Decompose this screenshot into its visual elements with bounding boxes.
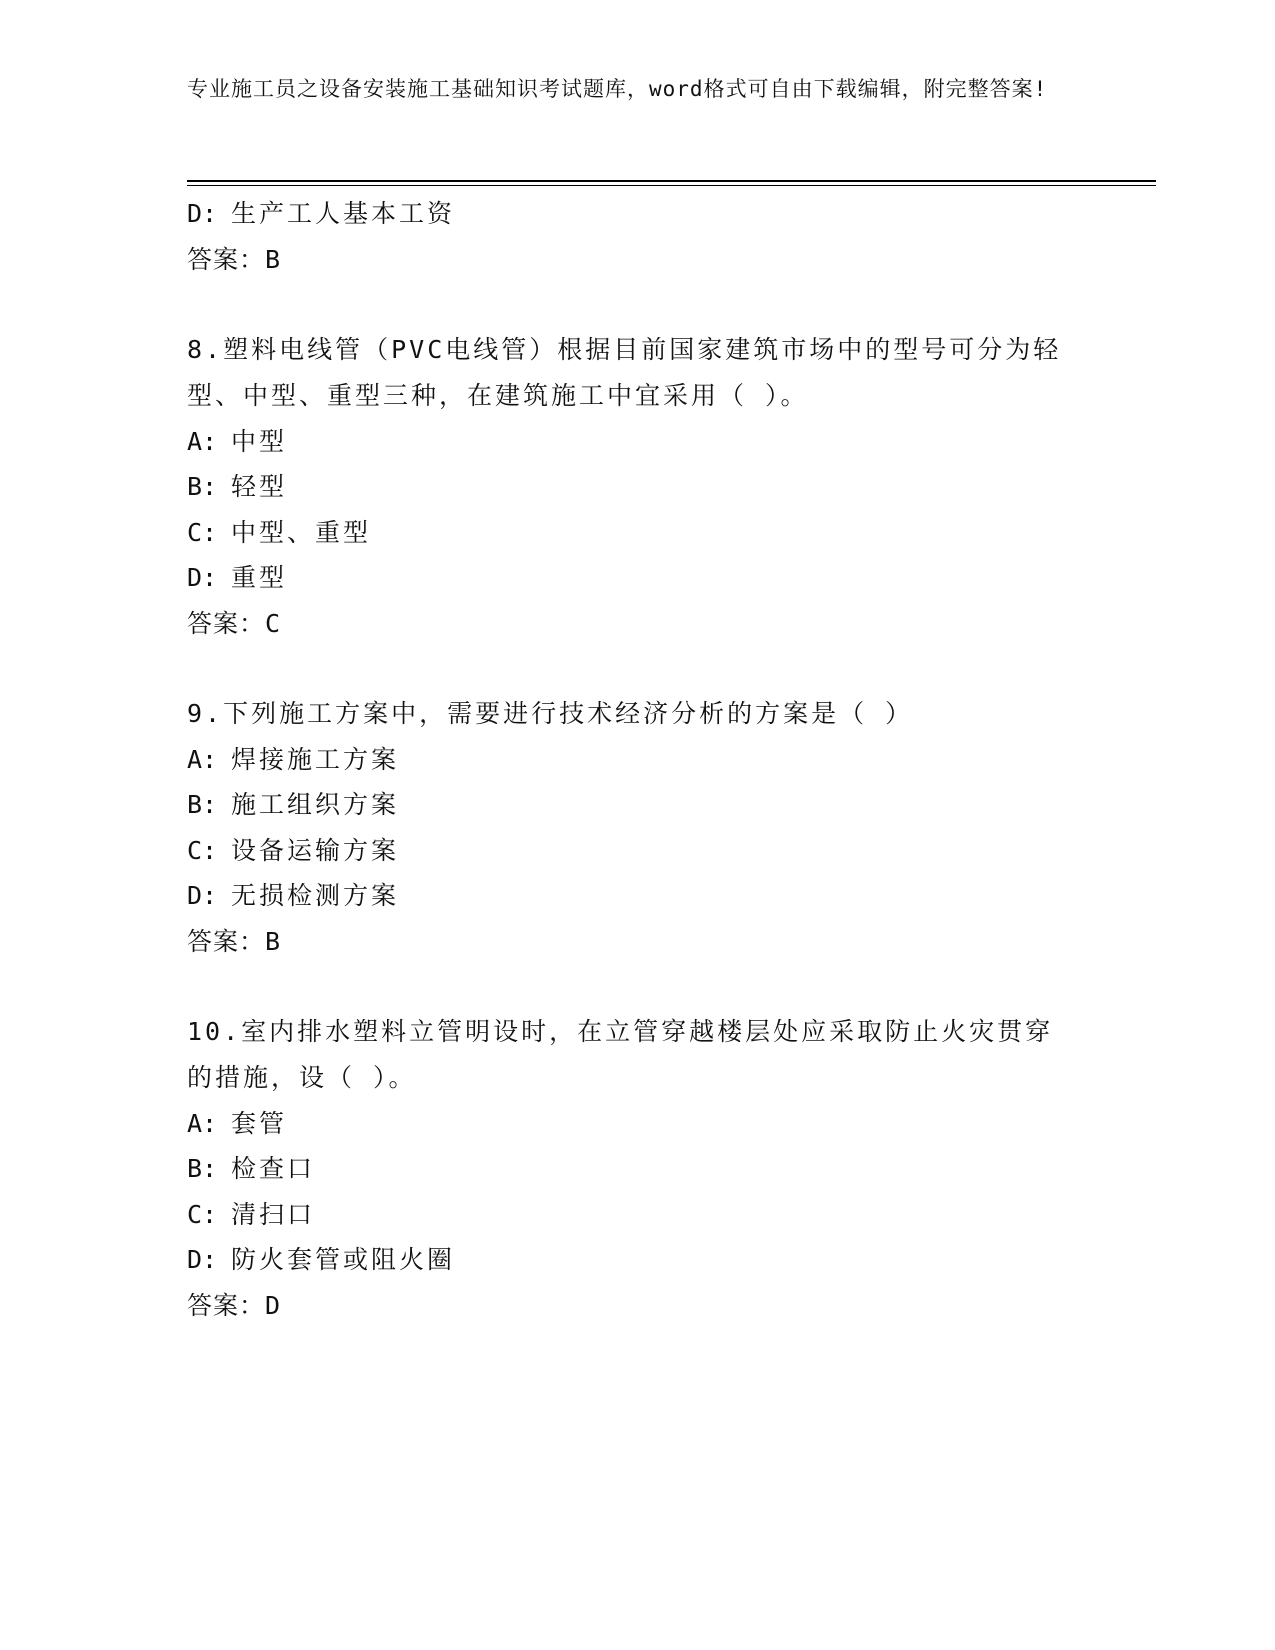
option-letter: D: <box>187 199 218 228</box>
option-letter: D: <box>187 563 218 592</box>
answer-line: 答案：D <box>187 1290 282 1320</box>
option-d <box>187 555 1077 601</box>
option-c <box>187 828 1077 874</box>
option-text: 中型 <box>231 426 288 456</box>
option-letter: D: <box>187 1245 218 1274</box>
option-text: 防火套管或阻火圈 <box>231 1245 456 1274</box>
option-letter: C: <box>187 835 218 865</box>
option-text: 设备运输方案 <box>231 835 400 865</box>
document-body <box>187 191 1077 1329</box>
option-letter: A: <box>187 744 218 774</box>
answer-line: 答案：B <box>187 926 282 956</box>
option-text: 套管 <box>231 1108 288 1138</box>
option-letter: B: <box>187 472 218 501</box>
option-a <box>187 419 1077 465</box>
option-text: 检查口 <box>231 1154 316 1183</box>
question-stem: 10.室内排水塑料立管明设时，在立管穿越楼层处应采取防止火灾贯穿的措施，设（ ）。 <box>187 1016 1054 1092</box>
question-stem: 9.下列施工方案中，需要进行技术经济分析的方案是（ ） <box>187 698 914 728</box>
option-text: 焊接施工方案 <box>231 744 400 774</box>
option-letter: C: <box>187 517 218 547</box>
option-c <box>187 1192 1077 1238</box>
option-letter: B: <box>187 790 218 819</box>
answer-line: 答案：C <box>187 608 282 638</box>
option-letter: D: <box>187 881 218 910</box>
option-text: 生产工人基本工资 <box>231 199 456 228</box>
option-text: 轻型 <box>231 472 288 501</box>
option-d <box>187 191 1077 237</box>
header-rule <box>187 180 1156 186</box>
option-text: 无损检测方案 <box>231 881 400 910</box>
option-b <box>187 464 1077 510</box>
answer-line: 答案：B <box>187 244 282 274</box>
question-stem: 8.塑料电线管（PVC电线管）根据目前国家建筑市场中的型号可分为轻型、中型、重型三种，在建筑施工中宜采用（ ）。 <box>187 334 1062 410</box>
question-8 <box>187 327 1077 647</box>
option-c <box>187 510 1077 556</box>
option-b <box>187 782 1077 828</box>
option-letter: C: <box>187 1199 218 1229</box>
option-b <box>187 1146 1077 1192</box>
option-d <box>187 1237 1077 1283</box>
option-text: 清扫口 <box>231 1199 316 1229</box>
question-9 <box>187 691 1077 965</box>
option-letter: A: <box>187 426 218 456</box>
option-text: 施工组织方案 <box>231 790 400 819</box>
option-text: 重型 <box>231 563 288 592</box>
option-a <box>187 737 1077 783</box>
option-a <box>187 1101 1077 1147</box>
option-text: 中型、重型 <box>231 517 372 547</box>
option-letter: A: <box>187 1108 218 1138</box>
page-header: 专业施工员之设备安装施工基础知识考试题库，word格式可自由下载编辑，附完整答案! <box>187 77 1048 101</box>
option-d <box>187 873 1077 919</box>
question-10 <box>187 1009 1077 1329</box>
option-letter: B: <box>187 1154 218 1183</box>
